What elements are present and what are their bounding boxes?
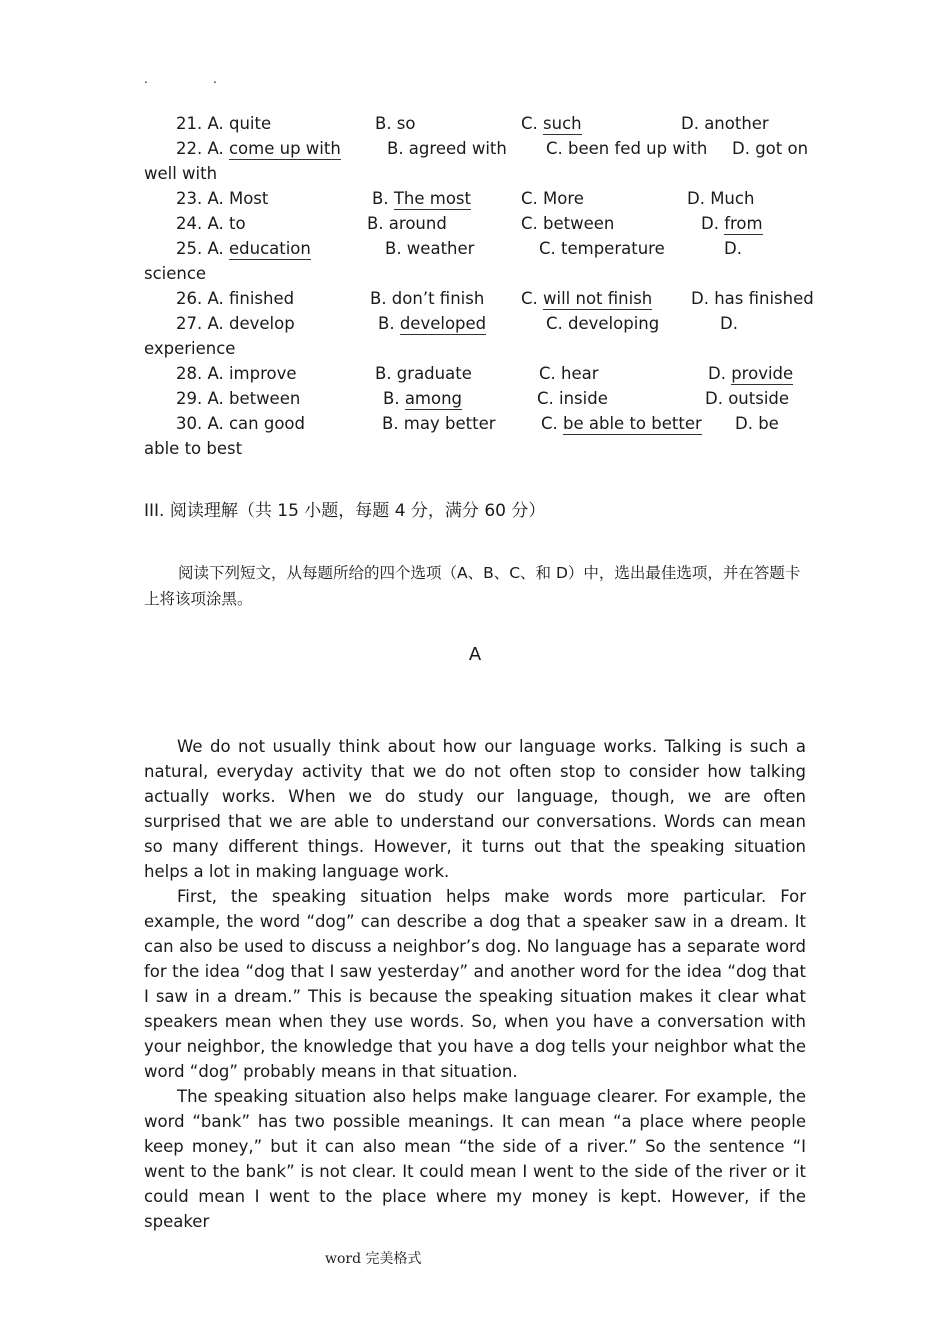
answer-underlined: come up with — [228, 139, 341, 158]
option-d-continued: able to best — [144, 439, 243, 458]
option-label: 22. A. — [176, 139, 229, 158]
option-row-21 — [144, 111, 806, 136]
option-wrap-30 — [144, 436, 806, 461]
answer-underlined: education — [228, 239, 311, 258]
option-label: B. — [383, 389, 405, 408]
option-d-continued: experience — [144, 339, 236, 358]
header-dot: . — [213, 72, 217, 86]
instructions-text: 阅读下列短文，从每题所给的四个选项（A、B、C、和 D）中，选出最佳选项，并在答题卡上将该项涂黑。 — [144, 564, 801, 608]
option-label: C. — [521, 114, 544, 133]
option-d-continued: well with — [144, 164, 218, 183]
paragraph: The speaking situation also helps make language clearer. For example, the word “bank” has two possible meanings. It can mean “a place where people keep money,” but it can also mean “the side of a river.” So the sentence “I went to the bank” is not clear. It could mean I went to the side of the river or it could mean I went to the place where my money is kept. However, if the speaker — [144, 1087, 806, 1231]
option-b — [378, 311, 486, 336]
option-row-22 — [144, 136, 809, 161]
passage — [144, 734, 806, 1234]
answer-underlined: from — [724, 214, 763, 233]
option-b — [383, 386, 462, 411]
option-c: C. been fed up with — [546, 139, 708, 158]
option-d: D. — [724, 239, 742, 258]
option-row-27 — [144, 311, 806, 336]
option-d: D. another — [681, 114, 769, 133]
answer-underlined: such — [543, 114, 582, 133]
option-c: C. temperature — [539, 239, 665, 258]
option-a: 30. A. can good — [176, 414, 305, 433]
option-a: 24. A. to — [176, 214, 246, 233]
answer-underlined: among — [404, 389, 463, 408]
paragraph: First, the speaking situation helps make words more particular. For example, the word “dog” can describe a dog that a speaker saw in a dream. It can also be used to discuss a neighbor’s dog. No language has a separate word for the idea “dog that I saw yesterday” and another word for the idea “dog that I saw in a dream.” This is because the speaking situation makes it clear what speakers mean when they use words. So, when you have a conversation with your neighbor, the knowledge that you have a dog tells your neighbor what the word “dog” probably means in that situation. — [144, 887, 806, 1081]
option-b: B. may better — [382, 414, 496, 433]
answer-underlined: will not finish — [543, 289, 653, 308]
instructions — [144, 560, 806, 612]
option-a — [176, 236, 311, 261]
option-row-25 — [144, 236, 806, 261]
option-b: B. graduate — [375, 364, 472, 383]
option-row-26 — [144, 286, 814, 311]
option-row-30 — [144, 411, 806, 436]
option-row-28 — [144, 361, 806, 386]
option-d: D. — [720, 314, 738, 333]
option-a: 29. A. between — [176, 389, 301, 408]
option-c: C. inside — [537, 389, 608, 408]
option-c: C. hear — [539, 364, 599, 383]
option-label: D. — [701, 214, 725, 233]
footer-text: word 完美格式 — [325, 1251, 422, 1267]
option-b: B. don’t finish — [370, 289, 485, 308]
option-c — [541, 411, 702, 436]
option-b: B. so — [375, 114, 416, 133]
header-dot: . — [144, 72, 148, 86]
option-label: C. — [521, 289, 544, 308]
option-d: D. outside — [705, 389, 790, 408]
option-label: D. — [708, 364, 732, 383]
answer-underlined: The most — [393, 189, 471, 208]
option-c: C. developing — [546, 314, 660, 333]
option-wrap-22 — [144, 161, 806, 186]
option-d: D. Much — [687, 189, 755, 208]
answer-underlined: provide — [731, 364, 794, 383]
section-title: III. 阅读理解（共 15 小题，每题 4 分，满分 60 分） — [144, 501, 546, 521]
option-label: B. — [372, 189, 394, 208]
option-row-29 — [144, 386, 806, 411]
cloze-options — [144, 111, 814, 461]
option-label: B. — [378, 314, 400, 333]
option-label: 25. A. — [176, 239, 229, 258]
option-c — [521, 286, 652, 311]
option-b: B. weather — [385, 239, 475, 258]
option-d: D. has finished — [691, 289, 814, 308]
answer-underlined: be able to better — [563, 414, 702, 433]
option-row-23 — [144, 186, 806, 211]
option-d — [701, 211, 763, 236]
option-wrap-27 — [144, 336, 806, 361]
option-wrap-25 — [144, 261, 806, 286]
passage-letter: A — [468, 644, 482, 665]
option-b: B. around — [367, 214, 447, 233]
option-d — [708, 361, 793, 386]
option-b — [372, 186, 471, 211]
option-c — [521, 111, 582, 136]
option-a: 27. A. develop — [176, 314, 295, 333]
option-row-24 — [144, 211, 806, 236]
option-a: 23. A. Most — [176, 189, 269, 208]
answer-underlined: developed — [399, 314, 487, 333]
option-b: B. agreed with — [387, 139, 507, 158]
option-d: D. be — [735, 414, 779, 433]
option-label: C. — [541, 414, 564, 433]
option-a: 21. A. quite — [176, 114, 272, 133]
option-a: 26. A. finished — [176, 289, 295, 308]
option-a — [176, 136, 341, 161]
option-c: C. between — [521, 214, 615, 233]
option-d: D. got on — [732, 139, 809, 158]
option-a: 28. A. improve — [176, 364, 297, 383]
option-d-continued: science — [144, 264, 207, 283]
option-c: C. More — [521, 189, 584, 208]
paragraph: We do not usually think about how our language works. Talking is such a natural, everyday activity that we do not often stop to consider how talking actually works. When we do study our language, though, we are often surprised that we are able to understand our conversations. Words can mean so many different things. However, it turns out that the speaking situation helps a lot in making language work. — [144, 737, 806, 881]
